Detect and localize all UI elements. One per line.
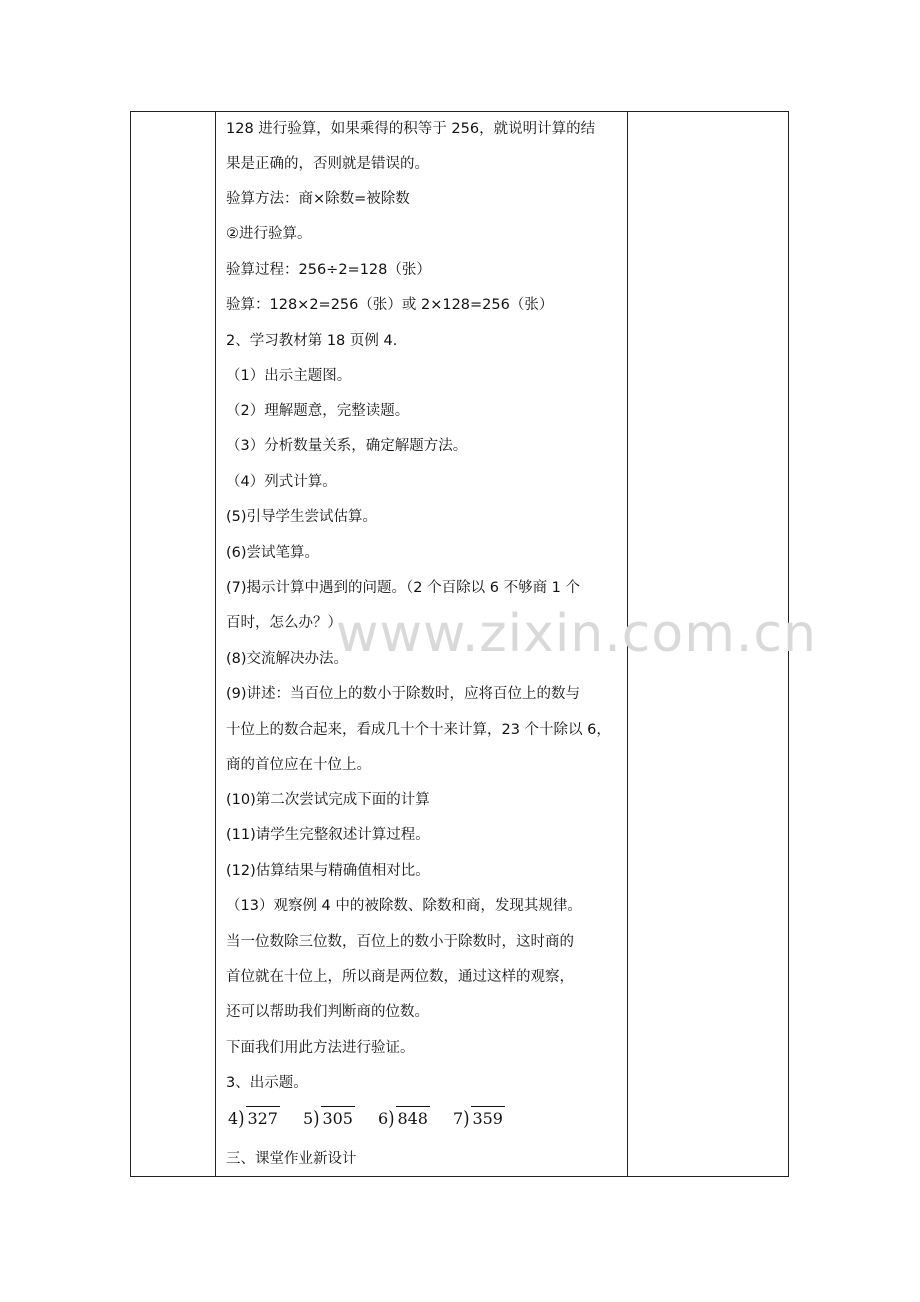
division-bracket: ) xyxy=(388,1107,395,1130)
division-bracket: ) xyxy=(238,1107,245,1130)
text-line: (8)交流解决办法。 xyxy=(226,651,349,667)
text-line: 3、出示题。 xyxy=(226,1075,308,1091)
text-line: (5)引导学生尝试估算。 xyxy=(226,509,378,525)
long-division-row xyxy=(226,1106,626,1132)
text-line: （1）出示主题图。 xyxy=(226,368,352,384)
divisor: 6 xyxy=(378,1109,389,1128)
text-line: 128 进行验算，如果乘得的积等于 256，就说明计算的结 xyxy=(226,121,596,137)
text-line: ②进行验算。 xyxy=(226,226,312,242)
division-bracket: ) xyxy=(463,1107,470,1130)
text-line: （4）列式计算。 xyxy=(226,474,337,490)
text-line-section-heading: 三、课堂作业新设计 xyxy=(226,1151,357,1167)
text-line: 验算过程：256÷2=128（张） xyxy=(226,262,431,278)
text-line: 首位就在十位上，所以商是两位数，通过这样的观察， xyxy=(226,969,574,985)
text-line: 当一位数除三位数，百位上的数小于除数时，这时商的 xyxy=(226,934,574,950)
dividend: 359 xyxy=(471,1106,505,1131)
text-line: 下面我们用此方法进行验证。 xyxy=(226,1040,415,1056)
text-line: （3）分析数量关系，确定解题方法。 xyxy=(226,438,468,454)
dividend: 848 xyxy=(396,1106,430,1131)
divisor: 5 xyxy=(303,1109,314,1128)
text-line: (12)估算结果与精确值相对比。 xyxy=(226,863,430,879)
dividend: 305 xyxy=(321,1106,355,1131)
text-line: （13）观察例 4 中的被除数、除数和商，发现其规律。 xyxy=(226,898,582,914)
long-division-problem xyxy=(303,1106,355,1131)
text-line: 2、学习教材第 18 页例 4. xyxy=(226,333,398,349)
long-division-problem xyxy=(378,1106,430,1131)
text-line: (6)尝试笔算。 xyxy=(226,545,320,561)
divisor: 7 xyxy=(453,1109,464,1128)
divisor: 4 xyxy=(228,1109,239,1128)
text-line: (9)讲述：当百位上的数小于除数时，应将百位上的数与 xyxy=(226,686,581,702)
text-line: 还可以帮助我们判断商的位数。 xyxy=(226,1004,429,1020)
text-line: 百时，怎么办？） xyxy=(226,615,342,631)
division-bracket: ) xyxy=(313,1107,320,1130)
long-division-problem xyxy=(453,1106,505,1131)
text-line: 验算：128×2=256（张）或 2×128=256（张） xyxy=(226,297,554,313)
text-line: (7)揭示计算中遇到的问题。（2 个百除以 6 不够商 1 个 xyxy=(226,580,581,596)
long-division-problem xyxy=(228,1106,280,1131)
text-line: (10)第二次尝试完成下面的计算 xyxy=(226,792,430,808)
text-line: 十位上的数合起来，看成几十个十来计算，23 个十除以 6， xyxy=(226,722,611,738)
text-line: 果是正确的，否则就是错误的。 xyxy=(226,156,429,172)
text-line: 验算方法：商×除数=被除数 xyxy=(226,191,410,207)
dividend: 327 xyxy=(246,1106,280,1131)
watermark: www.zixin.com.cn xyxy=(336,604,817,664)
text-line: (11)请学生完整叙述计算过程。 xyxy=(226,827,430,843)
column-divider-left xyxy=(215,112,216,1176)
text-line: 商的首位应在十位上。 xyxy=(226,757,371,773)
text-line: （2）理解题意，完整读题。 xyxy=(226,403,410,419)
